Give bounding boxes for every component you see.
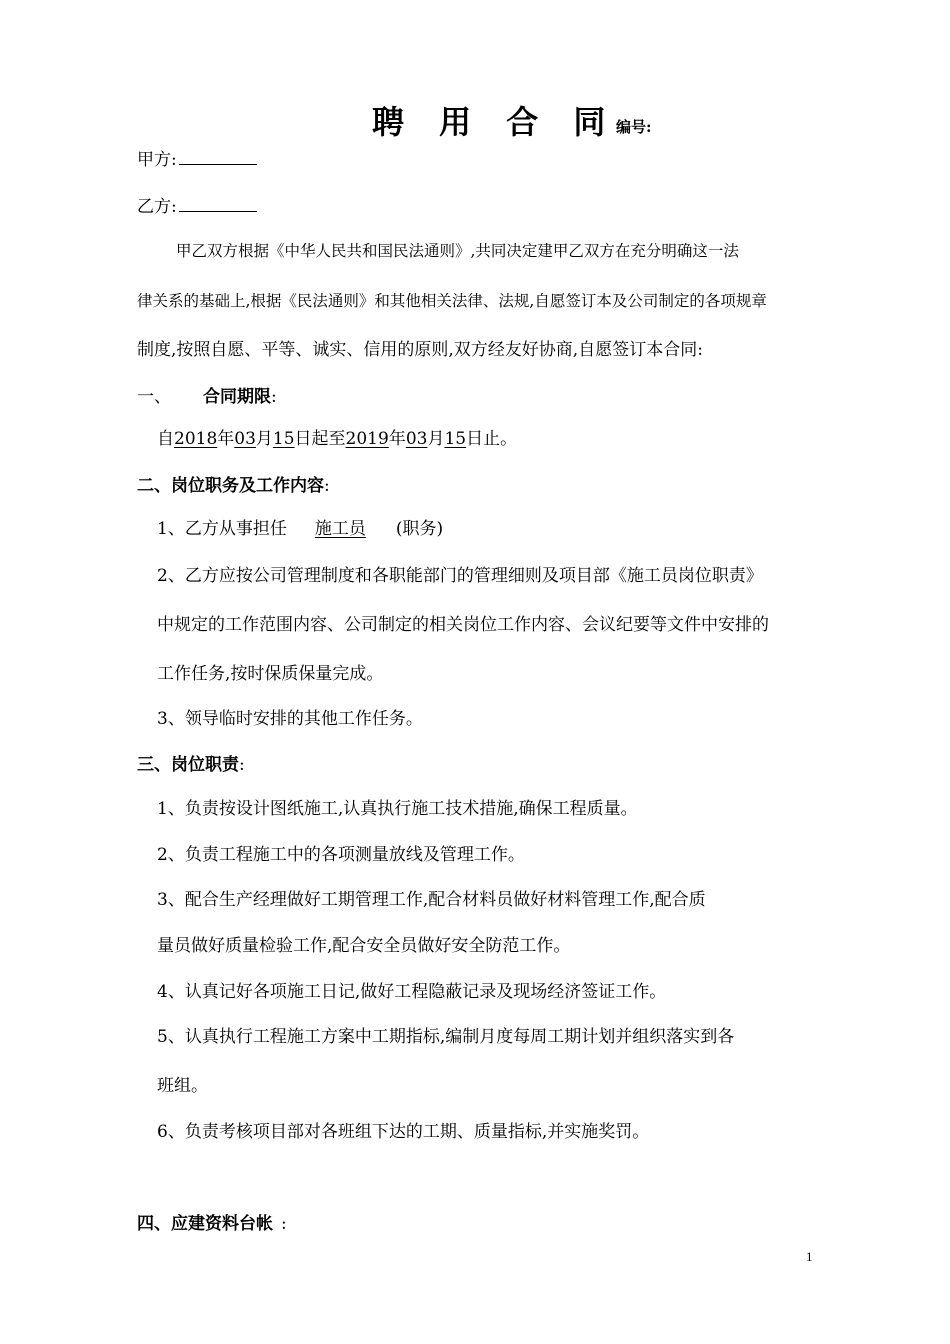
section2-item-2-line-2: 中规定的工作范围内容、公司制定的相关岗位工作内容、会议纪要等文件中安排的 bbox=[157, 615, 769, 635]
term-end-day: 15 bbox=[444, 429, 467, 449]
position-value: 施工员 bbox=[314, 519, 366, 539]
term-text: 日起至 bbox=[294, 429, 346, 449]
contract-number-label: 编号: bbox=[616, 118, 652, 136]
intro-line-2: 律关系的基础上,根据《民法通则》和其他相关法律、法规,自愿签订本及公司制定的各项规章 bbox=[137, 292, 767, 310]
item-text: 1、乙方从事担任 bbox=[157, 519, 287, 539]
party-a-label: 甲方: bbox=[137, 150, 177, 170]
duty-item: 4、认真记好各项施工日记,做好工程隐蔽记录及现场经济签证工作。 bbox=[157, 982, 667, 1002]
duty-item: 6、负责考核项目部对各班组下达的工期、质量指标,并实施奖罚。 bbox=[157, 1122, 650, 1142]
contract-term-line bbox=[157, 431, 517, 448]
item-text: (职务) bbox=[395, 519, 444, 539]
duty-item: 2、负责工程施工中的各项测量放线及管理工作。 bbox=[157, 845, 525, 865]
party-a-blank bbox=[179, 150, 257, 165]
section3-title: 三、岗位职责 bbox=[137, 755, 239, 775]
duty-item: 1、负责按设计图纸施工,认真执行施工技术措施,确保工程质量。 bbox=[157, 799, 638, 819]
section2-item-1 bbox=[157, 521, 443, 538]
section2-item-2-line-3: 工作任务,按时保质保量完成。 bbox=[157, 664, 384, 684]
section2-item-3: 3、领导临时安排的其他工作任务。 bbox=[157, 709, 423, 729]
section4-colon: : bbox=[281, 1214, 287, 1234]
term-end-year: 2019 bbox=[345, 429, 389, 449]
section1-title: 合同期限 bbox=[203, 387, 271, 407]
term-start-day: 15 bbox=[272, 429, 295, 449]
duty-item: 量员做好质量检验工作,配合安全员做好安全防范工作。 bbox=[157, 936, 571, 956]
term-text: 年 bbox=[388, 429, 406, 449]
section1-heading bbox=[137, 389, 277, 406]
party-a-line bbox=[137, 150, 257, 169]
intro-line-1: 甲乙双方根据《中华人民共和国民法通则》,共同决定建甲乙双方在充分明确这一法 bbox=[176, 242, 739, 260]
section2-item-2-line-1: 2、乙方应按公司管理制度和各职能部门的管理细则及项目部《施工员岗位职责》 bbox=[157, 566, 763, 586]
duty-item: 班组。 bbox=[157, 1076, 208, 1096]
intro-line-3: 制度,按照自愿、平等、诚实、信用的原则,双方经友好协商,自愿签订本合同: bbox=[137, 340, 703, 360]
party-b-blank bbox=[179, 197, 257, 212]
section4-heading bbox=[137, 1216, 287, 1233]
party-b-label: 乙方: bbox=[137, 197, 177, 217]
section1-colon: : bbox=[271, 387, 277, 407]
section2-title: 二、岗位职务及工作内容 bbox=[137, 476, 324, 496]
page-number: 1 bbox=[806, 1249, 813, 1264]
party-b-line bbox=[137, 197, 257, 216]
duty-item: 5、认真执行工程施工方案中工期指标,编制月度每周工期计划并组织落实到各 bbox=[157, 1027, 735, 1047]
term-text: 月 bbox=[255, 429, 273, 449]
term-text: 年 bbox=[217, 429, 235, 449]
section3-colon: : bbox=[239, 755, 245, 775]
section1-number: 一、 bbox=[137, 387, 171, 407]
term-text: 自 bbox=[157, 429, 174, 449]
term-text: 日止。 bbox=[466, 429, 518, 449]
section2-heading bbox=[137, 478, 330, 495]
term-text: 月 bbox=[427, 429, 445, 449]
term-end-month: 03 bbox=[405, 429, 428, 449]
contract-title: 聘 用 合 同 bbox=[372, 103, 618, 141]
term-start-year: 2018 bbox=[174, 429, 218, 449]
section4-title: 四、应建资料台帐 bbox=[137, 1214, 273, 1234]
section3-heading bbox=[137, 757, 245, 774]
term-start-month: 03 bbox=[234, 429, 256, 449]
section2-colon: : bbox=[324, 476, 330, 496]
duty-item: 3、配合生产经理做好工期管理工作,配合材料员做好材料管理工作,配合质 bbox=[157, 890, 706, 910]
